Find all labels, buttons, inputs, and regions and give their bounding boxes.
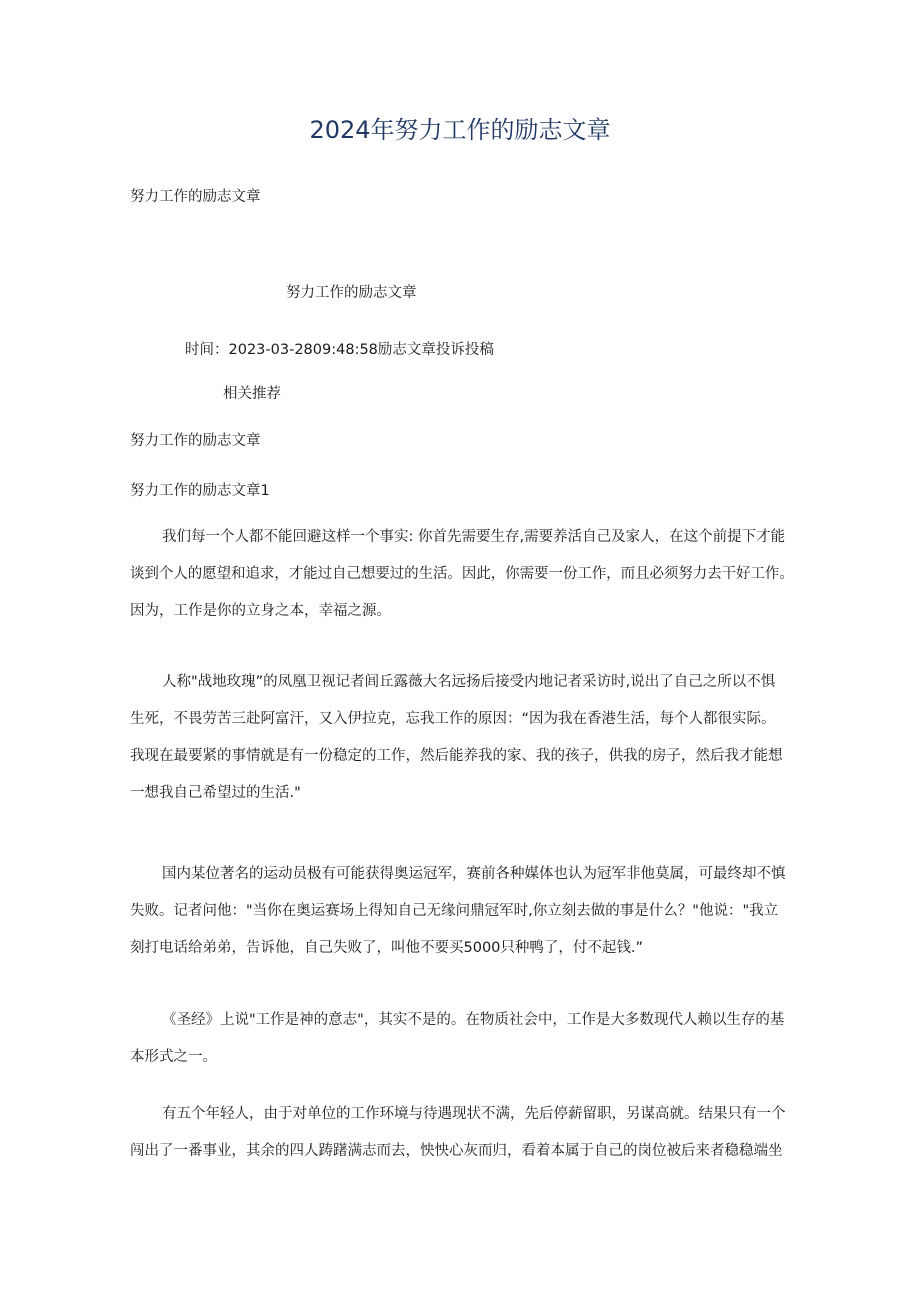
paragraph-line: 闯出了一番事业，其余的四人踌躇满志而去，怏怏心灰而归，看着本属于自己的岗位被后来者稳稳端坐 [130,1143,783,1159]
paragraph-line: 《圣经》上说"工作是神的意志"，其实不是的。在物质社会中，工作是大多数现代人赖以生存的基 [162,1012,785,1028]
paragraph-line: 人称"战地玫瑰”的凤凰卫视记者闾丘露薇大名远扬后接受内地记者采访时,说出了自己之所以不惧 [162,674,776,690]
paragraph-line: 因为，工作是你的立身之本，幸福之源。 [130,603,391,619]
section-title-1: 努力工作的励志文章1 [130,483,270,499]
paragraph-line: 有五个年轻人，由于对单位的工作环境与待遇现状不满，先后停薪留职，另谋高就。结果只有一个 [162,1106,786,1122]
paragraph-5 [130,1096,794,1170]
paragraph-3 [130,856,794,967]
document-subtitle: 努力工作的励志文章 [130,189,261,205]
paragraph-line: 本形式之一。 [130,1049,217,1065]
paragraph-1 [130,519,794,630]
paragraph-4 [130,1002,794,1076]
paragraph-line: 国内某位著名的运动员极有可能获得奥运冠军，赛前各种媒体也认为冠军非他莫属，可最终却不慎 [162,866,786,882]
paragraph-line: 我们每一个人都不能回避这样一个事实: 你首先需要生存,需要养活自己及家人，在这个前提下才能 [162,529,786,545]
section-title: 努力工作的励志文章 [130,433,261,449]
paragraph-line: 我现在最要紧的事情就是有一份稳定的工作，然后能养我的家、我的孩子，供我的房子，然后我才能想 [130,748,783,764]
paragraph-line: 生死，不畏劳苦三赴阿富汗，又入伊拉克，忘我工作的原因：“因为我在香港生活，每个人都很实际。 [130,711,776,727]
article-heading: 努力工作的励志文章 [286,285,417,301]
paragraph-line: 失败。记者问他："当你在奥运赛场上得知自己无缘问鼎冠军时,你立刻去做的事是什么？"他说："我立 [130,903,779,919]
paragraph-line: 谈到个人的愿望和追求，才能过自己想要过的生活。因此，你需要一份工作，而且必须努力去干好工作。 [130,566,794,582]
document-title: 2024年努力工作的励志文章 [309,116,611,144]
article-meta: 时间：2023-03-2809:48:58励志文章投诉投稿 [185,342,494,358]
paragraph-2 [130,664,794,812]
paragraph-line: 刻打电话给弟弟，告诉他，自己失败了，叫他不要买5000只种鸭了，付不起钱.” [130,940,644,956]
paragraph-line: 一想我自己希望过的生活." [130,785,301,801]
related-label: 相关推荐 [223,386,281,402]
